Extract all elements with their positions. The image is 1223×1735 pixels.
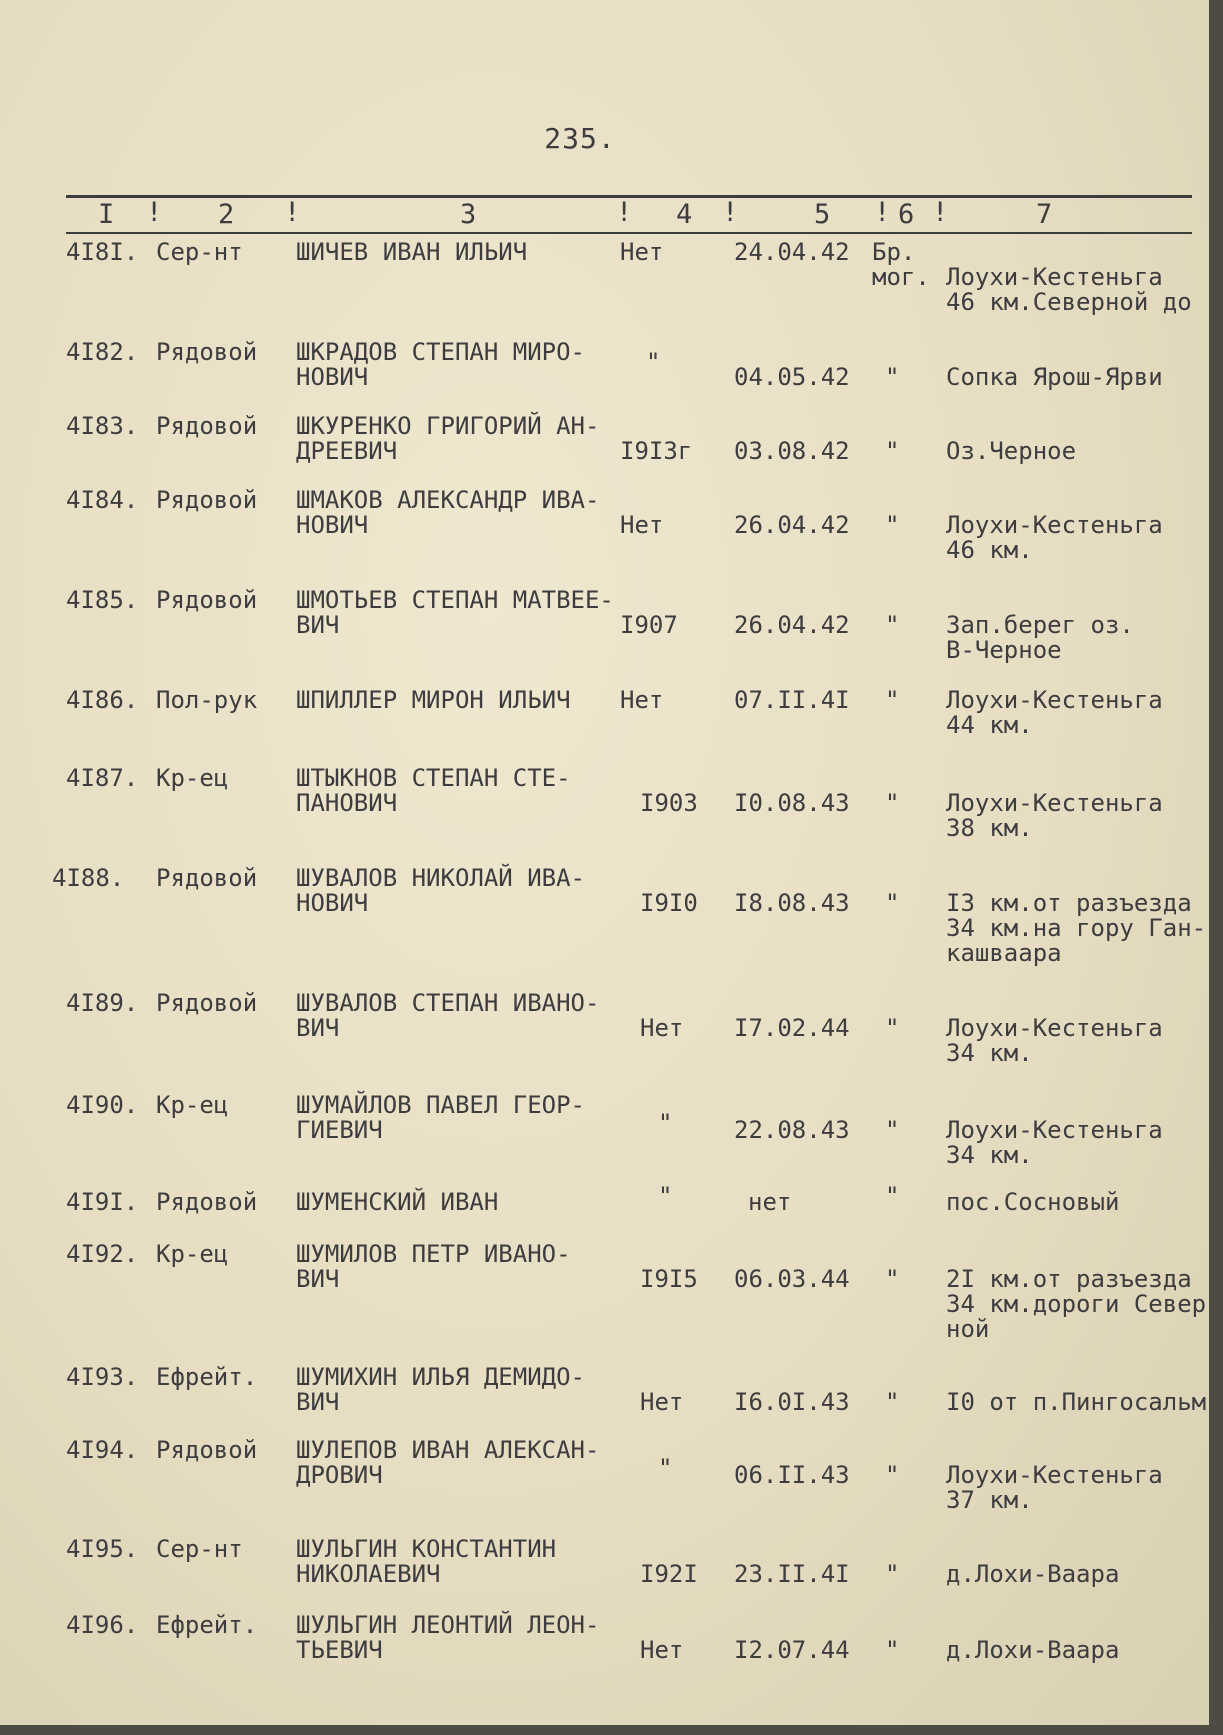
record-date: 07.II.4I [734,686,850,714]
record-rank: Кр-ец [156,1091,229,1119]
record-birth-year: I9I5 [640,1265,698,1293]
record-name: ШУМЕНСКИЙ ИВАН [296,1188,499,1216]
record-place: I3 км.от разъезда 34 км.на гору Ган- кашваара [946,889,1207,967]
record-rank: Рядовой [156,864,258,892]
record-birth-year: Нет [620,511,664,539]
column-separator: ! [722,197,739,228]
record-number: 4I9I. [66,1188,139,1216]
record-name: ШКУРЕНКО ГРИГОРИЙ АН- ДРЕЕВИЧ [296,412,600,465]
record-name: ШУМАЙЛОВ ПАВЕЛ ГЕОР- ГИЕВИЧ [296,1091,585,1144]
record-birth-year: " [658,1182,673,1210]
record-rank: Рядовой [156,412,258,440]
record-burial-type: " [885,437,900,465]
record-birth-year: Нет [640,1636,684,1664]
record-name: ШУВАЛОВ НИКОЛАЙ ИВА- НОВИЧ [296,864,585,917]
record-number: 4I95. [66,1535,139,1563]
record-burial-type: " [885,1560,900,1588]
record-date: I8.08.43 [734,889,850,917]
column-separator: ! [284,197,301,228]
record-name: ШМАКОВ АЛЕКСАНДР ИВА- НОВИЧ [296,486,600,539]
record-number: 4I89. [66,989,139,1017]
record-rank: Кр-ец [156,1240,229,1268]
record-place: 2I км.от разъезда 34 км.дороги Север ной [946,1265,1207,1343]
record-number: 4I86. [66,686,139,714]
record-number: 4I90. [66,1091,139,1119]
record-date: 26.04.42 [734,611,850,639]
record-burial-type: " [885,1182,900,1210]
record-place: Оз.Черное [946,437,1077,465]
header-rule-bottom [66,232,1192,234]
record-birth-year: I903 [640,789,698,817]
column-header-4: 4 [676,199,693,230]
record-birth-year: Нет [620,686,664,714]
record-burial-type: " [885,889,900,917]
record-rank: Ефрейт. [156,1611,258,1639]
record-burial-type: " [885,1636,900,1664]
record-birth-year: Нет [640,1388,684,1416]
record-burial-type: " [885,1461,900,1489]
record-number: 4I8I. [66,238,139,266]
record-date: 24.04.42 [734,238,850,266]
record-name: ШУЛЬГИН КОНСТАНТИН НИКОЛАЕВИЧ [296,1535,557,1588]
record-birth-year: I907 [620,611,678,639]
record-date: 03.08.42 [734,437,850,465]
record-place: Лоухи-Кестеньга 38 км. [946,789,1163,842]
record-burial-type: " [885,789,900,817]
column-header-5: 5 [814,199,831,230]
record-number: 4I87. [66,764,139,792]
record-burial-type: " [885,1116,900,1144]
record-place: Сопка Ярош-Ярви [946,363,1163,391]
record-name: ШКРАДОВ СТЕПАН МИРО- НОВИЧ [296,338,585,391]
record-rank: Кр-ец [156,764,229,792]
record-number: 4I93. [66,1363,139,1391]
record-date: I6.0I.43 [734,1388,850,1416]
record-number: 4I92. [66,1240,139,1268]
record-rank: Рядовой [156,1436,258,1464]
record-date: I0.08.43 [734,789,850,817]
record-burial-type: " [885,611,900,639]
page-number: 235. [544,122,616,155]
record-place: Лоухи-Кестеньга 46 км. [946,511,1163,564]
record-date: 22.08.43 [734,1116,850,1144]
record-rank: Рядовой [156,486,258,514]
record-burial-type: " [885,1014,900,1042]
record-burial-type: " [885,1265,900,1293]
column-header-3: 3 [460,199,477,230]
record-burial-type: " [885,1388,900,1416]
record-rank: Рядовой [156,338,258,366]
record-date: 06.03.44 [734,1265,850,1293]
record-rank: Рядовой [156,586,258,614]
record-number: 4I96. [66,1611,139,1639]
record-burial-type: " [885,511,900,539]
column-header-1: I [98,199,115,230]
record-rank: Ефрейт. [156,1363,258,1391]
record-name: ШПИЛЛЕР МИРОН ИЛЬИЧ [296,686,571,714]
record-burial-type: " [885,686,900,714]
record-name: ШМОТЬЕВ СТЕПАН МАТВЕЕ- ВИЧ [296,586,614,639]
record-date: нет [748,1188,792,1216]
record-date: 04.05.42 [734,363,850,391]
record-date: I7.02.44 [734,1014,850,1042]
record-birth-year: " [658,1109,673,1137]
column-header-7: 7 [1036,199,1053,230]
record-burial-type: " [885,363,900,391]
record-rank: Пол-рук [156,686,258,714]
record-birth-year: Нет [640,1014,684,1042]
record-number: 4I83. [66,412,139,440]
record-place: Лоухи-Кестеньга 37 км. [946,1461,1163,1514]
column-header-2: 2 [218,199,235,230]
record-place: д.Лохи-Ваара [946,1636,1120,1664]
record-name: ШИЧЕВ ИВАН ИЛЬИЧ [296,238,528,266]
record-name: ШУВАЛОВ СТЕПАН ИВАНО- ВИЧ [296,989,600,1042]
column-separator: ! [146,197,163,228]
record-number: 4I94. [66,1436,139,1464]
record-rank: Рядовой [156,989,258,1017]
record-place: Зап.берег оз. В-Черное [946,611,1134,664]
record-date: 06.II.43 [734,1461,850,1489]
record-date: I2.07.44 [734,1636,850,1664]
record-name: ШУМИЛОВ ПЕТР ИВАНО- ВИЧ [296,1240,571,1293]
record-place: Лоухи-Кестеньга 46 км.Северной до [946,263,1192,316]
record-birth-year: Нет [620,238,664,266]
record-date: 26.04.42 [734,511,850,539]
record-birth-year: " [658,1454,673,1482]
column-separator: ! [932,197,949,228]
record-number: 4I82. [66,338,139,366]
record-birth-year: I9I0 [640,889,698,917]
record-number: 4I88. [52,864,125,892]
record-place: Лоухи-Кестеньга 44 км. [946,686,1163,739]
record-place: Лоухи-Кестеньга 34 км. [946,1014,1163,1067]
column-header-6: 6 [898,199,915,230]
column-separator: ! [616,197,633,228]
record-rank: Сер-нт [156,238,243,266]
record-place: пос.Сосновый [946,1188,1120,1216]
record-name: ШТЫКНОВ СТЕПАН СТЕ- ПАНОВИЧ [296,764,571,817]
scan-edge [0,1725,1223,1735]
record-name: ШУЛЬГИН ЛЕОНТИЙ ЛЕОН- ТЬЕВИЧ [296,1611,600,1664]
record-birth-year: I92I [640,1560,698,1588]
record-place: I0 от п.Пингосальм [946,1388,1207,1416]
record-birth-year: " [646,348,661,376]
record-burial-type: Бр. мог. [872,238,930,291]
record-place: д.Лохи-Ваара [946,1560,1120,1588]
record-number: 4I84. [66,486,139,514]
record-name: ШУМИХИН ИЛЬЯ ДЕМИДО- ВИЧ [296,1363,585,1416]
record-birth-year: I9I3г [620,437,693,465]
record-rank: Сер-нт [156,1535,243,1563]
record-number: 4I85. [66,586,139,614]
record-name: ШУЛЕПОВ ИВАН АЛЕКСАН- ДРОВИЧ [296,1436,600,1489]
record-date: 23.II.4I [734,1560,850,1588]
column-separator: ! [874,197,891,228]
record-place: Лоухи-Кестеньга 34 км. [946,1116,1163,1169]
record-rank: Рядовой [156,1188,258,1216]
